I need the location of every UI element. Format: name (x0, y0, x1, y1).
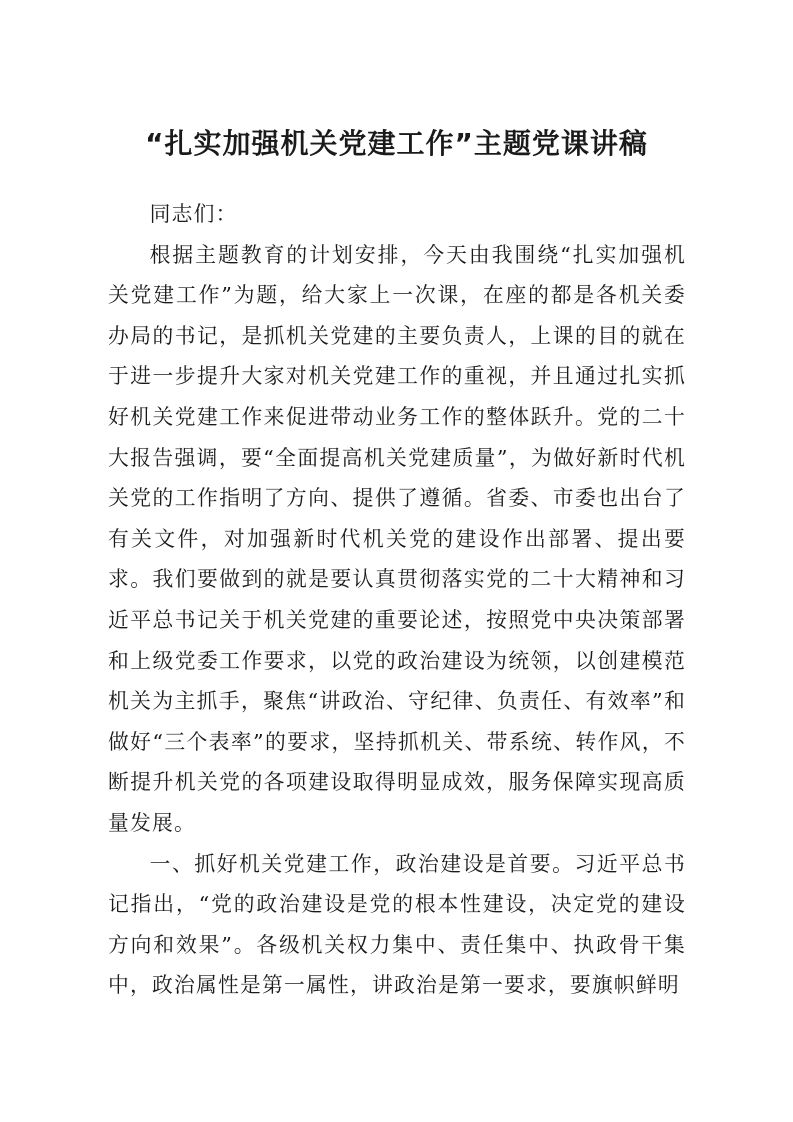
document-title: “扎实加强机关党建工作”主题党课讲稿 (145, 127, 648, 160)
salutation: 同志们： (149, 202, 238, 226)
document-body (108, 194, 686, 1006)
paragraph-intro: 根据主题教育的计划安排，今天由我围绕“扎实加强机关党建工作”为题，给大家上一次课，在座的都是各机关委办局的书记，是抓机关党建的主要负责人，上课的目的就在于进一步提升大家对机关党建工作的重视，并且通过扎实抓好机关党建工作来促进带动业务工作的整体跃升。党的二十大报告强调，要“全面提高机关党建质量”，为做好新时代机关党的工作指明了方向、提供了遵循。省委、市委也出台了有关文件，对加强新时代机关党的建设作出部署、提出要求。我们要做到的就是要认真贯彻落实党的二十大精神和习近平总书记关于机关党建的重要论述，按照党中央决策部署和上级党委工作要求，以党的政治建设为统领，以创建模范机关为主抓手，聚焦“讲政治、守纪律、负责任、有效率”和做好“三个表率”的要求，坚持抓机关、带系统、转作风，不断提升机关党的各项建设取得明显成效，服务保障实现高质量发展。 (108, 242, 686, 835)
paragraph-section-one: 一、抓好机关党建工作，政治建设是首要。习近平总书记指出，“党的政治建设是党的根本性建设，决定党的建设方向和效果”。各级机关权力集中、责任集中、执政骨干集中，政治属性是第一属性，讲政治是第一要求，要旗帜鲜明 (108, 851, 686, 998)
